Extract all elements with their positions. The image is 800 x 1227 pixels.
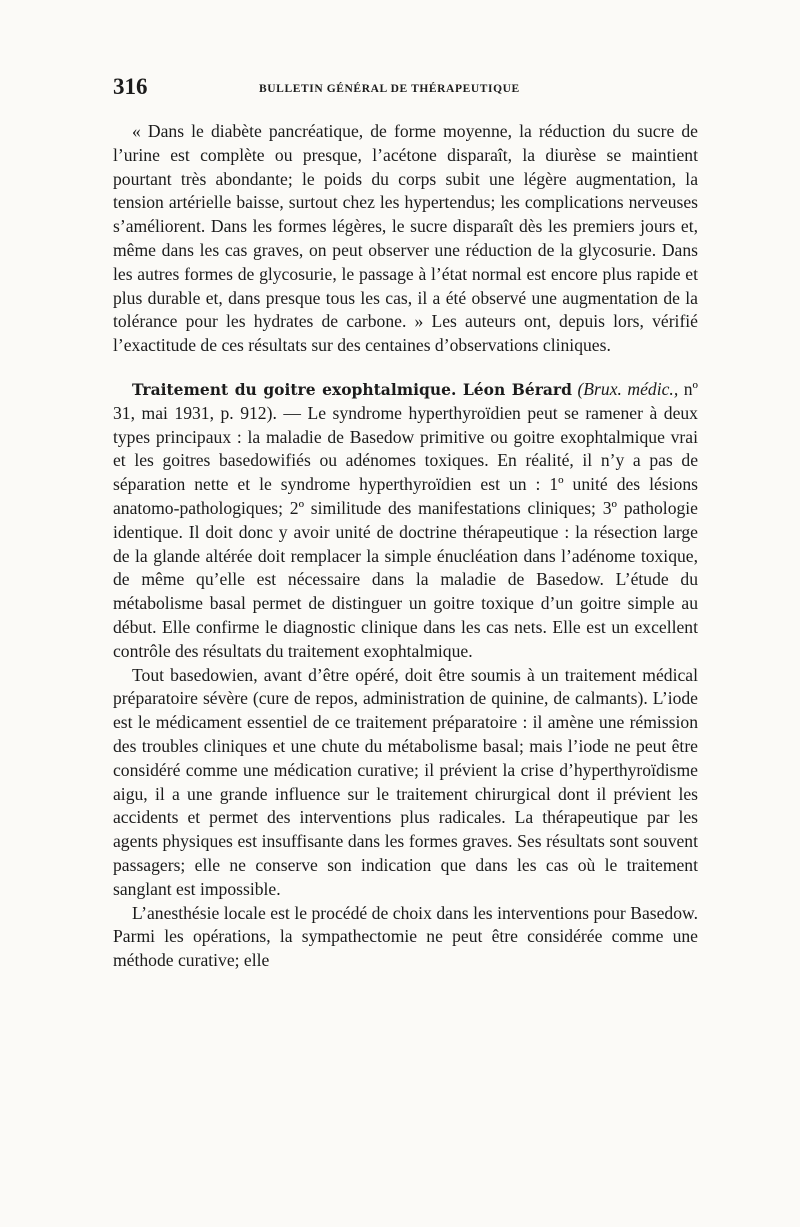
section-heading: Traitement du goitre exophtalmique. Léon Bérard — [132, 379, 572, 399]
journal-title: BULLETIN GÉNÉRAL DE THÉRAPEUTIQUE — [259, 83, 520, 95]
abstract-paragraph — [113, 378, 698, 664]
abstract-intro: — Le syndrome hyperthyroïdien peut se ramener à deux types principaux : la maladie de Basedow primitive ou goitre exophtalmique vrai et les goitres basedowifiés ou adénomes toxiques. En réalité, il n’y a pas de séparation nette et le syndrome hyperthyroïdien est un : 1º unité des lésions anatomo-pathologiques; 2º similitude des manifestations cliniques; 3º pathologie identique. Il doit donc y avoir unité de doctrine thérapeutique : la résection large de la glande altérée doit remplacer la simple énucléation dans l’adénome toxique, de même qu’elle est nécessaire dans la maladie de Basedow. L’étude du métabolisme basal permet de distinguer un goitre toxique d’un goitre simple au début. Elle confirme le diagnostic clinique dans les cas nets. Elle est un excellent contrôle des résultats du traitement exophtalmique. — [113, 402, 698, 661]
article-body — [113, 120, 698, 973]
book-page — [113, 72, 698, 973]
citation-details: nº 31, mai 1931, p. 912). — [113, 378, 698, 423]
abstract-section — [113, 378, 698, 973]
paragraph-preparatory-treatment: Tout basedowien, avant d’être opéré, doit être soumis à un traitement médical préparatoire sévère (cure de repos, administration de quinine, de calmants). L’iode est le médicament essentiel de ce traitement préparatoire : il amène une rémission des troubles cliniques et une chute du métabolisme basal; mais l’iode ne peut être considéré comme une médication curative; il prévient la crise d’hyperthyroïdisme aigu, il a une grande influence sur le traitement chirurgical dont il prévient les accidents et permet des interventions plus radicales. La thérapeutique par les agents physiques est insuffisante dans les formes graves. Ses résultats sont souvent passagers; elle ne conserve son indication que dans les cas où le traitement sanglant est impossible. — [113, 664, 698, 899]
paragraph-anesthesia: L’anesthésie locale est le procédé de choix dans les interventions pour Basedow. Parmi les opérations, la sympathectomie ne peut être considérée comme une méthode curative; elle — [113, 902, 698, 971]
citation-journal: (Brux. médic., — [577, 378, 679, 399]
running-head — [113, 72, 698, 106]
quoted-paragraph: « Dans le diabète pancréatique, de forme moyenne, la réduction du sucre de l’urine est complète ou presque, l’acétone disparaît, la diurèse se maintient pourtant très abondante; le poids du corps subit une légère augmentation, la tension artérielle baisse, surtout chez les hypertendus; les complications nerveuses s’améliorent. Dans les formes légères, le sucre disparaît dès les premiers jours et, même dans les cas graves, on peut observer une réduction de la glycosurie. Dans les autres formes de glycosurie, le passage à l’état normal est encore plus rapide et plus durable et, dans presque tous les cas, il a été observé une augmentation de la tolérance pour les hydrates de carbone. » Les auteurs ont, depuis lors, vérifié l’exactitude de ces résultats sur des centaines d’observations cliniques. — [113, 121, 698, 356]
page-number: 316 — [113, 74, 148, 99]
